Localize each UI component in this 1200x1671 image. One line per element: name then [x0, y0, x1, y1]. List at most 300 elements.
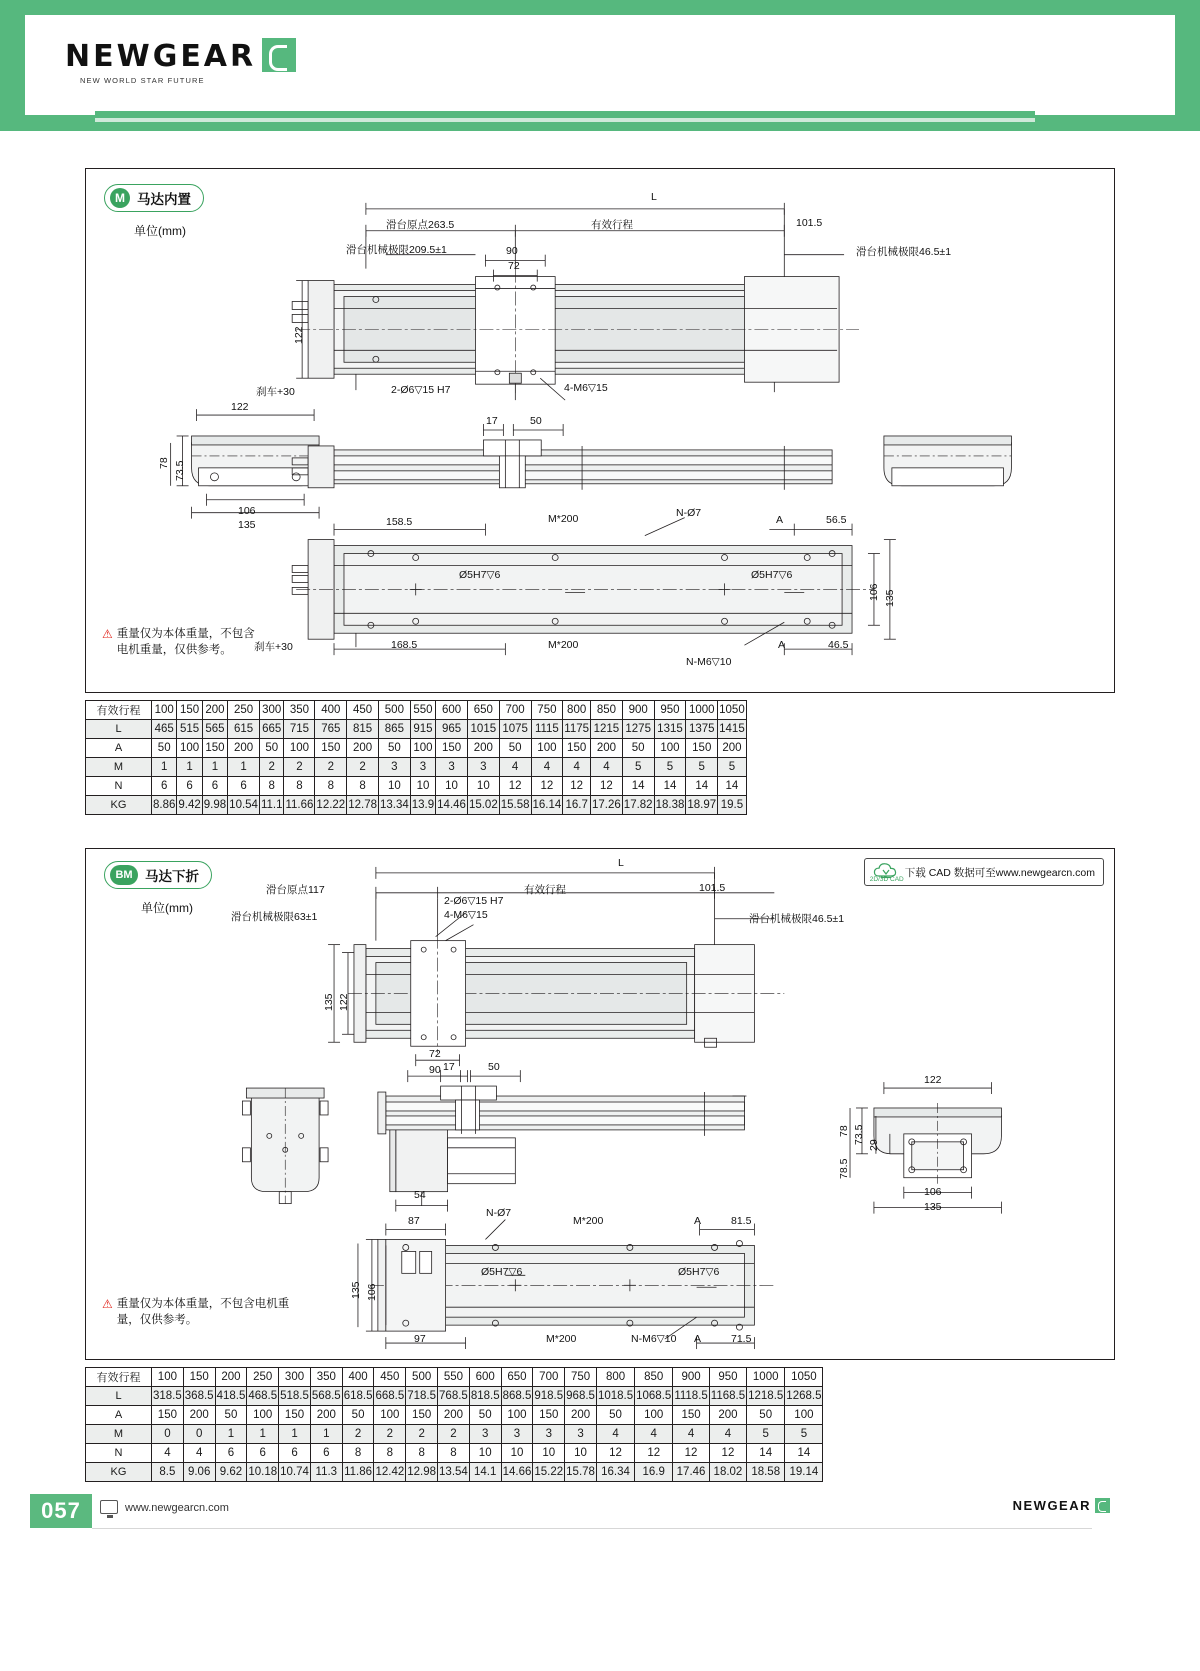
table-cell: 1 — [202, 758, 227, 777]
table-cell: 800 — [563, 701, 591, 720]
table-cell: 4 — [596, 1425, 634, 1444]
table-cell: 668.5 — [374, 1387, 406, 1406]
table-cell: 14 — [718, 777, 747, 796]
table-cell: 150 — [315, 739, 347, 758]
table-cell: 665 — [259, 720, 284, 739]
table-cell: 50 — [469, 1406, 501, 1425]
table-cell: 318.5 — [152, 1387, 184, 1406]
table-cell: 50 — [152, 739, 177, 758]
table-cell: 1 — [228, 758, 260, 777]
table-cell: 12.98 — [406, 1463, 438, 1482]
table-cell: 15.02 — [467, 796, 499, 815]
table-cell: 12 — [591, 777, 623, 796]
dim-right-end-m: 101.5 — [796, 217, 823, 229]
dim-n-o7-m: N-Ø7 — [676, 507, 702, 519]
dim-A-bot-bm: A — [694, 1333, 702, 1345]
table-cell: 968.5 — [565, 1387, 597, 1406]
table-cell: 5 — [686, 758, 718, 777]
table-cell: 11.3 — [310, 1463, 342, 1482]
table-cell: 18.02 — [709, 1463, 746, 1482]
table-cell: 868.5 — [501, 1387, 533, 1406]
table-row — [86, 1463, 823, 1482]
table-cell: 50 — [499, 739, 531, 758]
table-cell: 600 — [469, 1368, 501, 1387]
table-cell: 0 — [183, 1425, 215, 1444]
table-cell: 2 — [315, 758, 347, 777]
table-cell: 550 — [410, 701, 435, 720]
table-cell: 2 — [374, 1425, 406, 1444]
table-cell: 1 — [152, 758, 177, 777]
table-cell: 10 — [436, 777, 468, 796]
table-cell: 50 — [622, 739, 654, 758]
table-row — [86, 701, 747, 720]
table-cell: 1015 — [467, 720, 499, 739]
table-cell: 6 — [228, 777, 260, 796]
table-cell: 14 — [785, 1444, 823, 1463]
table-cell: 1168.5 — [709, 1387, 746, 1406]
table-cell: 3 — [436, 758, 468, 777]
table-cell: 11.1 — [259, 796, 284, 815]
table-cell: 12.42 — [374, 1463, 406, 1482]
dim-holes2-bm: 2-Ø6▽15 H7 — [444, 895, 504, 907]
dim-limit-right-m: 滑台机械极限46.5±1 — [856, 246, 952, 258]
table-cell: 100 — [654, 739, 686, 758]
footer-logo — [1013, 1498, 1110, 1513]
table-cell: 100 — [501, 1406, 533, 1425]
footer-logo-mark-icon — [1095, 1498, 1110, 1513]
table-cell: 50 — [596, 1406, 634, 1425]
table-cell: 4 — [531, 758, 563, 777]
dim-L-bm: L — [618, 857, 624, 869]
dim-w106-m: 106 — [238, 505, 256, 517]
table-cell: 615 — [228, 720, 260, 739]
table-cell: 12 — [709, 1444, 746, 1463]
table-row — [86, 1425, 823, 1444]
table-cell: 13.54 — [438, 1463, 470, 1482]
table-cell: 750 — [531, 701, 563, 720]
table-cell: 12 — [531, 777, 563, 796]
table-cell: 250 — [247, 1368, 279, 1387]
logo-mark-icon — [262, 38, 296, 72]
brand-tagline: NEW WORLD STAR FUTURE — [80, 76, 205, 85]
table-row — [86, 796, 747, 815]
table-cell: 950 — [654, 701, 686, 720]
table-cell: 4 — [183, 1444, 215, 1463]
table-cell: 9.42 — [177, 796, 202, 815]
footer-brand-name: NEWGEAR — [1012, 1498, 1091, 1513]
table-row-header: M — [86, 758, 152, 777]
table-row-header: KG — [86, 796, 152, 815]
table-cell: 150 — [202, 739, 227, 758]
dim-97-bm: 97 — [414, 1333, 426, 1345]
dim-L-m: L — [651, 191, 657, 203]
table-row — [86, 1444, 823, 1463]
table-cell: 915 — [410, 720, 435, 739]
table-cell: 8 — [284, 777, 315, 796]
table-cell: 100 — [152, 1368, 184, 1387]
dim-135-m: 135 — [884, 589, 896, 607]
dim-1585-m: 158.5 — [386, 516, 413, 528]
table-cell: 3 — [565, 1425, 597, 1444]
header-accent-bar-light — [95, 118, 1035, 122]
table-cell: 18.58 — [747, 1463, 785, 1482]
dim-m200-top-bm: M*200 — [573, 1215, 604, 1227]
table-cell: 950 — [709, 1368, 746, 1387]
dim-815-bm: 81.5 — [731, 1215, 752, 1227]
table-cell: 50 — [378, 739, 410, 758]
table-cell: 5 — [718, 758, 747, 777]
header-accent-bar — [95, 111, 1035, 118]
badge-code-m: M — [110, 188, 130, 208]
dim-17-m: 17 — [486, 415, 498, 427]
table-cell: 8 — [438, 1444, 470, 1463]
table-cell: 19.5 — [718, 796, 747, 815]
table-cell: 2 — [406, 1425, 438, 1444]
dim-87-bm: 87 — [408, 1215, 420, 1227]
table-cell: 1050 — [785, 1368, 823, 1387]
unit-label-bm: 单位(mm) — [141, 901, 193, 915]
table-cell: 2 — [347, 758, 379, 777]
table-cell: 700 — [533, 1368, 565, 1387]
table-cell: 10.54 — [228, 796, 260, 815]
table-cell: 200 — [438, 1406, 470, 1425]
table-cell: 4 — [591, 758, 623, 777]
section-motor-folded — [85, 848, 1115, 1360]
table-cell: 300 — [279, 1368, 311, 1387]
table-cell: 6 — [247, 1444, 279, 1463]
table-cell: 12 — [635, 1444, 673, 1463]
table-row-header: L — [86, 1387, 152, 1406]
table-cell: 8 — [259, 777, 284, 796]
table-cell: 768.5 — [438, 1387, 470, 1406]
table-cell: 8.86 — [152, 796, 177, 815]
dim-r29-bm: 29 — [868, 1139, 880, 1151]
table-cell: 9.98 — [202, 796, 227, 815]
dim-135-bm: 135 — [323, 993, 335, 1011]
table-cell: 5 — [747, 1425, 785, 1444]
table-row-header: A — [86, 739, 152, 758]
table-cell: 150 — [183, 1368, 215, 1387]
table-cell: 10.74 — [279, 1463, 311, 1482]
drawing-motor-folded — [86, 849, 1114, 1359]
table-cell: 100 — [410, 739, 435, 758]
table-cell: 12 — [563, 777, 591, 796]
dim-5h7-right-bm: Ø5H7▽6 — [678, 1266, 720, 1278]
table-cell: 0 — [152, 1425, 184, 1444]
table-cell: 1215 — [591, 720, 623, 739]
table-row — [86, 758, 747, 777]
table-cell: 300 — [259, 701, 284, 720]
dim-limit-left-m: 滑台机械极限209.5±1 — [346, 244, 447, 256]
table-cell: 17.46 — [673, 1463, 709, 1482]
table-cell: 350 — [310, 1368, 342, 1387]
table-cell: 6 — [310, 1444, 342, 1463]
table-cell: 100 — [374, 1406, 406, 1425]
table-cell: 200 — [347, 739, 379, 758]
unit-label-m: 单位(mm) — [134, 224, 186, 238]
table-cell: 6 — [177, 777, 202, 796]
table-cell: 150 — [673, 1406, 709, 1425]
dim-limit-left-bm: 滑台机械极限63±1 — [231, 911, 318, 923]
table-cell: 465 — [152, 720, 177, 739]
table-cell: 50 — [342, 1406, 374, 1425]
table-cell: 100 — [152, 701, 177, 720]
table-cell: 1375 — [686, 720, 718, 739]
table-cell: 450 — [347, 701, 379, 720]
table-cell: 4 — [709, 1425, 746, 1444]
table-cell: 1000 — [686, 701, 718, 720]
table-cell: 50 — [259, 739, 284, 758]
dim-106b-bm: 106 — [366, 1283, 378, 1301]
table-cell: 565 — [202, 720, 227, 739]
table-cell: 3 — [533, 1425, 565, 1444]
table-cell: 800 — [596, 1368, 634, 1387]
table-cell: 6 — [279, 1444, 311, 1463]
dim-715-bm: 71.5 — [731, 1333, 752, 1345]
dim-50-m: 50 — [530, 415, 542, 427]
table-cell: 14.66 — [501, 1463, 533, 1482]
table-cell: 8 — [342, 1444, 374, 1463]
table-cell: 918.5 — [533, 1387, 565, 1406]
dim-17-bm: 17 — [443, 1061, 455, 1073]
table-cell: 500 — [378, 701, 410, 720]
table-cell: 16.7 — [563, 796, 591, 815]
table-cell: 15.22 — [533, 1463, 565, 1482]
table-cell: 6 — [152, 777, 177, 796]
table-cell: 16.9 — [635, 1463, 673, 1482]
dim-r78-bm: 78 — [838, 1125, 850, 1137]
table-cell: 1115 — [531, 720, 563, 739]
table-cell: 468.5 — [247, 1387, 279, 1406]
table-cell: 818.5 — [469, 1387, 501, 1406]
dim-h78-m: 78 — [158, 457, 170, 469]
table-cell: 200 — [215, 1368, 247, 1387]
table-cell: 150 — [152, 1406, 184, 1425]
table-cell: 1118.5 — [673, 1387, 709, 1406]
table-cell: 418.5 — [215, 1387, 247, 1406]
table-cell: 8 — [406, 1444, 438, 1463]
spec-table-m — [85, 700, 747, 815]
table-cell: 150 — [406, 1406, 438, 1425]
table-row-header: 有效行程 — [86, 701, 152, 720]
table-cell: 10 — [467, 777, 499, 796]
table-cell: 600 — [436, 701, 468, 720]
table-cell: 12 — [673, 1444, 709, 1463]
dim-origin-bm: 滑台原点117 — [266, 884, 325, 896]
table-cell: 10 — [378, 777, 410, 796]
dim-565-m: 56.5 — [826, 514, 847, 526]
table-cell: 150 — [177, 701, 202, 720]
table-cell: 13.34 — [378, 796, 410, 815]
table-cell: 12.22 — [315, 796, 347, 815]
table-cell: 150 — [563, 739, 591, 758]
table-cell: 4 — [563, 758, 591, 777]
dim-A-bot-m: A — [778, 639, 786, 651]
table-cell: 1175 — [563, 720, 591, 739]
table-cell: 700 — [499, 701, 531, 720]
table-cell: 1218.5 — [747, 1387, 785, 1406]
table-cell: 150 — [686, 739, 718, 758]
dim-h735-m: 73.5 — [174, 460, 186, 481]
table-cell: 4 — [499, 758, 531, 777]
table-cell: 8 — [374, 1444, 406, 1463]
dim-A-top-m: A — [776, 514, 784, 526]
dim-holes2-m: 2-Ø6▽15 H7 — [391, 384, 451, 396]
dim-stroke-bm: 有效行程 — [524, 884, 566, 896]
table-cell: 3 — [410, 758, 435, 777]
table-cell: 6 — [202, 777, 227, 796]
dim-r106-bm: 106 — [924, 1186, 942, 1198]
dim-nm6-m: N-M6▽10 — [686, 656, 732, 668]
table-cell: 368.5 — [183, 1387, 215, 1406]
table-cell: 16.14 — [531, 796, 563, 815]
dim-r135-bm: 135 — [924, 1201, 942, 1213]
spec-table-bm — [85, 1367, 823, 1482]
table-cell: 8 — [315, 777, 347, 796]
dim-90-bm: 90 — [429, 1064, 441, 1076]
dim-right-end-bm: 101.5 — [699, 882, 726, 894]
dim-122-bm: 122 — [338, 993, 350, 1011]
table-cell: 2 — [259, 758, 284, 777]
footer-url[interactable]: www.newgearcn.com — [125, 1502, 229, 1514]
table-row-header: KG — [86, 1463, 152, 1482]
dim-stroke-m: 有效行程 — [591, 219, 633, 231]
dim-m200-bot-bm: M*200 — [546, 1333, 577, 1345]
table-row-header: 有效行程 — [86, 1368, 152, 1387]
table-cell: 50 — [747, 1406, 785, 1425]
table-cell: 4 — [635, 1425, 673, 1444]
table-cell: 3 — [501, 1425, 533, 1444]
table-cell: 100 — [531, 739, 563, 758]
table-cell: 18.38 — [654, 796, 686, 815]
table-cell: 400 — [342, 1368, 374, 1387]
dim-holes4-m: 4-M6▽15 — [564, 382, 608, 394]
table-cell: 1 — [279, 1425, 311, 1444]
table-cell: 17.26 — [591, 796, 623, 815]
dim-90-m: 90 — [506, 245, 518, 257]
dim-brake-m: 刹车+30 — [256, 386, 295, 398]
table-cell: 12 — [499, 777, 531, 796]
table-cell: 18.97 — [686, 796, 718, 815]
table-cell: 515 — [177, 720, 202, 739]
monitor-icon — [100, 1500, 118, 1514]
table-cell: 4 — [673, 1425, 709, 1444]
table-cell: 1018.5 — [596, 1387, 634, 1406]
table-cell: 450 — [374, 1368, 406, 1387]
table-cell: 750 — [565, 1368, 597, 1387]
table-cell: 200 — [591, 739, 623, 758]
table-cell: 11.86 — [342, 1463, 374, 1482]
table-cell: 3 — [467, 758, 499, 777]
dim-1685-m: 168.5 — [391, 639, 418, 651]
table-cell: 5 — [622, 758, 654, 777]
dim-r122-bm: 122 — [924, 1074, 942, 1086]
table-cell: 568.5 — [310, 1387, 342, 1406]
dim-m200-top-m: M*200 — [548, 513, 579, 525]
table-cell: 10 — [533, 1444, 565, 1463]
warning-icon: ⚠ — [102, 627, 113, 641]
table-cell: 1268.5 — [785, 1387, 823, 1406]
table-cell: 965 — [436, 720, 468, 739]
table-cell: 100 — [284, 739, 315, 758]
cad-download-label: 下载 CAD 数据可至www.newgearcn.com — [904, 866, 1095, 879]
table-cell: 865 — [378, 720, 410, 739]
table-cell: 2 — [438, 1425, 470, 1444]
table-row-header: N — [86, 777, 152, 796]
table-cell: 15.58 — [499, 796, 531, 815]
table-cell: 14.1 — [469, 1463, 501, 1482]
table-row — [86, 777, 747, 796]
dim-72-bm: 72 — [429, 1048, 441, 1060]
table-cell: 1275 — [622, 720, 654, 739]
table-cell: 5 — [785, 1425, 823, 1444]
dim-holes4-bm: 4-M6▽15 — [444, 909, 488, 921]
table-row-header: M — [86, 1425, 152, 1444]
table-cell: 1068.5 — [635, 1387, 673, 1406]
table-cell: 718.5 — [406, 1387, 438, 1406]
table-cell: 5 — [654, 758, 686, 777]
table-cell: 765 — [315, 720, 347, 739]
table-cell: 618.5 — [342, 1387, 374, 1406]
table-row — [86, 739, 747, 758]
table-cell: 6 — [215, 1444, 247, 1463]
table-cell: 14 — [622, 777, 654, 796]
table-cell: 200 — [467, 739, 499, 758]
table-cell: 12.78 — [347, 796, 379, 815]
dim-w122-m: 122 — [231, 401, 249, 413]
table-cell: 150 — [436, 739, 468, 758]
table-cell: 14 — [686, 777, 718, 796]
badge-code-bm: BM — [110, 865, 138, 885]
table-cell: 200 — [183, 1406, 215, 1425]
table-cell: 10.18 — [247, 1463, 279, 1482]
table-cell: 1050 — [718, 701, 747, 720]
dim-m200-bot-m: M*200 — [548, 639, 579, 651]
dim-r735-bm: 73.5 — [853, 1124, 865, 1145]
table-cell: 200 — [202, 701, 227, 720]
dim-r785-bm: 78.5 — [838, 1158, 850, 1179]
brand-logo — [65, 38, 296, 74]
table-cell: 10 — [565, 1444, 597, 1463]
footer-divider — [92, 1528, 1092, 1529]
table-cell: 16.34 — [596, 1463, 634, 1482]
table-cell: 250 — [228, 701, 260, 720]
drawing-motor-builtin — [86, 169, 1114, 692]
table-row — [86, 1406, 823, 1425]
table-cell: 850 — [635, 1368, 673, 1387]
table-cell: 100 — [247, 1406, 279, 1425]
table-cell: 1075 — [499, 720, 531, 739]
dim-72-m: 72 — [508, 260, 520, 272]
table-cell: 2 — [342, 1425, 374, 1444]
table-cell: 8.5 — [152, 1463, 184, 1482]
table-cell: 14.46 — [436, 796, 468, 815]
table-cell: 14 — [654, 777, 686, 796]
table-cell: 3 — [378, 758, 410, 777]
dim-nm6-bm: N-M6▽10 — [631, 1333, 677, 1345]
table-cell: 10 — [501, 1444, 533, 1463]
table-cell: 14 — [747, 1444, 785, 1463]
section-motor-builtin — [85, 168, 1115, 693]
table-cell: 400 — [315, 701, 347, 720]
table-cell: 50 — [215, 1406, 247, 1425]
table-cell: 1315 — [654, 720, 686, 739]
table-cell: 550 — [438, 1368, 470, 1387]
table-cell: 13.9 — [410, 796, 435, 815]
table-cell: 1000 — [747, 1368, 785, 1387]
table-cell: 1 — [247, 1425, 279, 1444]
table-cell: 650 — [501, 1368, 533, 1387]
